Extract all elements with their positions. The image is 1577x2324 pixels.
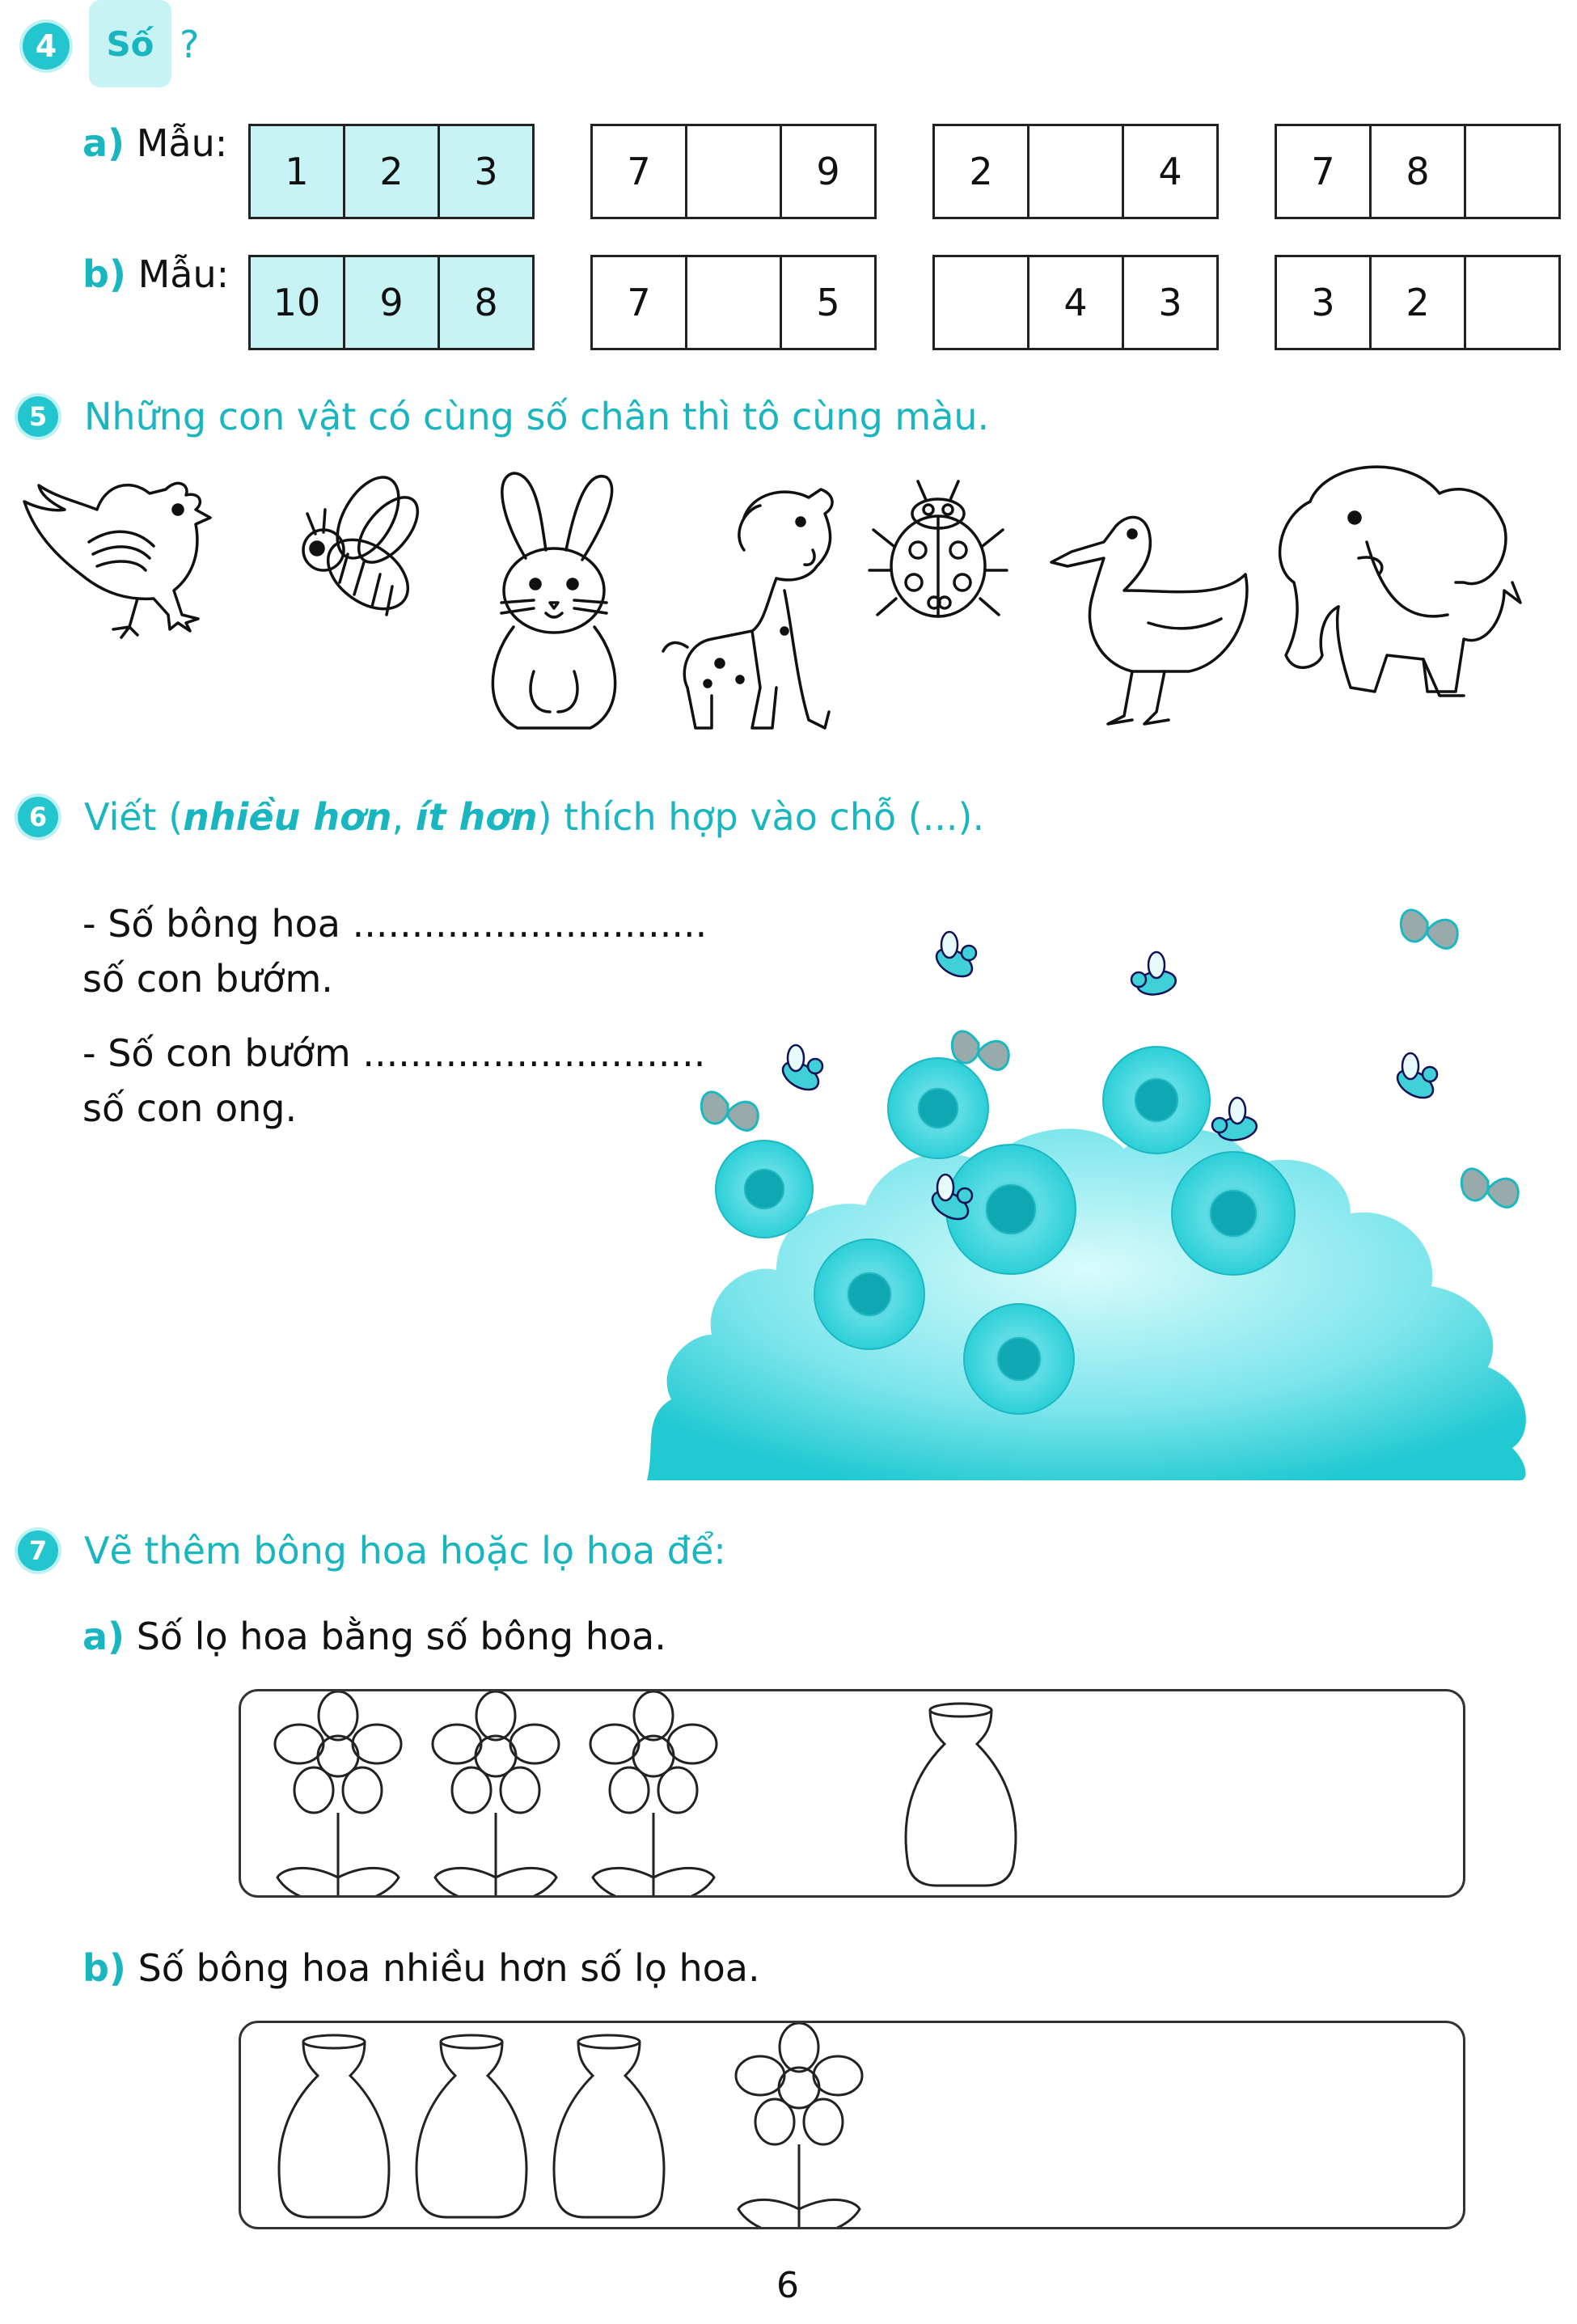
answer-cell[interactable] bbox=[1027, 124, 1124, 219]
cell: 8 bbox=[1369, 124, 1466, 219]
vase-icon bbox=[416, 2035, 526, 2217]
ex4-a-group-3 bbox=[1275, 124, 1561, 219]
ex4-b-group-3 bbox=[1275, 255, 1561, 350]
cell: 4 bbox=[1027, 255, 1124, 350]
cell: 1 bbox=[248, 124, 345, 219]
answer-cell[interactable] bbox=[1464, 124, 1561, 219]
ex4-a-group-2 bbox=[932, 124, 1219, 219]
cell: 4 bbox=[1122, 124, 1219, 219]
answer-cell[interactable] bbox=[932, 255, 1029, 350]
ex7-b-label: b) Số bông hoa nhiều hơn số lọ hoa. bbox=[82, 1946, 760, 1990]
exercise-4-badge: 4 bbox=[23, 23, 70, 70]
chicken-icon[interactable] bbox=[24, 483, 210, 637]
exercise-5-badge: 5 bbox=[18, 396, 58, 437]
exercise-6-title: Viết (nhiều hơn, ít hơn) thích hợp vào chỗ (...). bbox=[84, 795, 985, 839]
ex4-b-sample bbox=[248, 255, 535, 350]
cell: 8 bbox=[438, 255, 535, 350]
answer-cell[interactable] bbox=[685, 255, 782, 350]
ladybug-icon[interactable] bbox=[869, 481, 1007, 616]
flower-icon bbox=[590, 1691, 717, 1895]
answer-cell[interactable] bbox=[1464, 255, 1561, 350]
cell: 3 bbox=[1122, 255, 1219, 350]
exercise-7-title: Vẽ thêm bông hoa hoặc lọ hoa để: bbox=[84, 1529, 726, 1573]
ex6-line-1-cont: số con bướm. bbox=[82, 957, 333, 1001]
ex7-a-illustration bbox=[241, 1691, 1463, 1895]
rabbit-icon[interactable] bbox=[493, 473, 615, 728]
exercise-5-title: Những con vật có cùng số chân thì tô cùng màu. bbox=[84, 395, 990, 438]
cell: 7 bbox=[1275, 124, 1372, 219]
ex4-b-group-1 bbox=[590, 255, 877, 350]
flower-icon bbox=[736, 2023, 862, 2227]
ex6-line-1[interactable]: - Số bông hoa .............................. bbox=[82, 902, 708, 946]
ex4-a-group-1 bbox=[590, 124, 877, 219]
exercise-6-badge: 6 bbox=[18, 797, 58, 837]
exercise-7-badge: 7 bbox=[18, 1530, 58, 1571]
cell: 2 bbox=[343, 124, 440, 219]
flower-bush-illustration bbox=[639, 882, 1561, 1488]
cell: 7 bbox=[590, 255, 687, 350]
question-mark: ? bbox=[180, 23, 200, 66]
ex7-b-drawing-area[interactable] bbox=[239, 2021, 1465, 2229]
ex4-b-group-2 bbox=[932, 255, 1219, 350]
vase-icon bbox=[906, 1704, 1016, 1886]
dog-icon[interactable] bbox=[663, 489, 832, 728]
so-label: Số bbox=[89, 0, 171, 87]
cell: 9 bbox=[343, 255, 440, 350]
cell: 7 bbox=[590, 124, 687, 219]
ex4-a-sample bbox=[248, 124, 535, 219]
cell: 10 bbox=[248, 255, 345, 350]
cell: 3 bbox=[1275, 255, 1372, 350]
answer-cell[interactable] bbox=[685, 124, 782, 219]
ex7-a-label: a) Số lọ hoa bằng số bông hoa. bbox=[82, 1615, 666, 1658]
ex6-line-2-cont: số con ong. bbox=[82, 1086, 298, 1130]
page-number: 6 bbox=[776, 2265, 799, 2306]
cell: 3 bbox=[438, 124, 535, 219]
duck-icon[interactable] bbox=[1051, 517, 1247, 724]
flower-icon bbox=[275, 1691, 401, 1895]
vase-icon bbox=[554, 2035, 664, 2217]
cell: 9 bbox=[780, 124, 877, 219]
ex7-a-drawing-area[interactable] bbox=[239, 1689, 1465, 1898]
elephant-icon[interactable] bbox=[1280, 467, 1520, 696]
vase-icon bbox=[279, 2035, 389, 2217]
ex7-b-illustration bbox=[241, 2023, 1463, 2227]
cell: 2 bbox=[1369, 255, 1466, 350]
flower-icon bbox=[433, 1691, 559, 1895]
cell: 2 bbox=[932, 124, 1029, 219]
ex4-a-label: a) Mẫu: bbox=[82, 121, 228, 165]
ex6-line-2[interactable]: - Số con bướm ............................. bbox=[82, 1031, 706, 1075]
cell: 5 bbox=[780, 255, 877, 350]
bee-icon[interactable] bbox=[303, 467, 429, 623]
ex4-b-label: b) Mẫu: bbox=[82, 252, 230, 296]
animals-row bbox=[16, 453, 1569, 752]
